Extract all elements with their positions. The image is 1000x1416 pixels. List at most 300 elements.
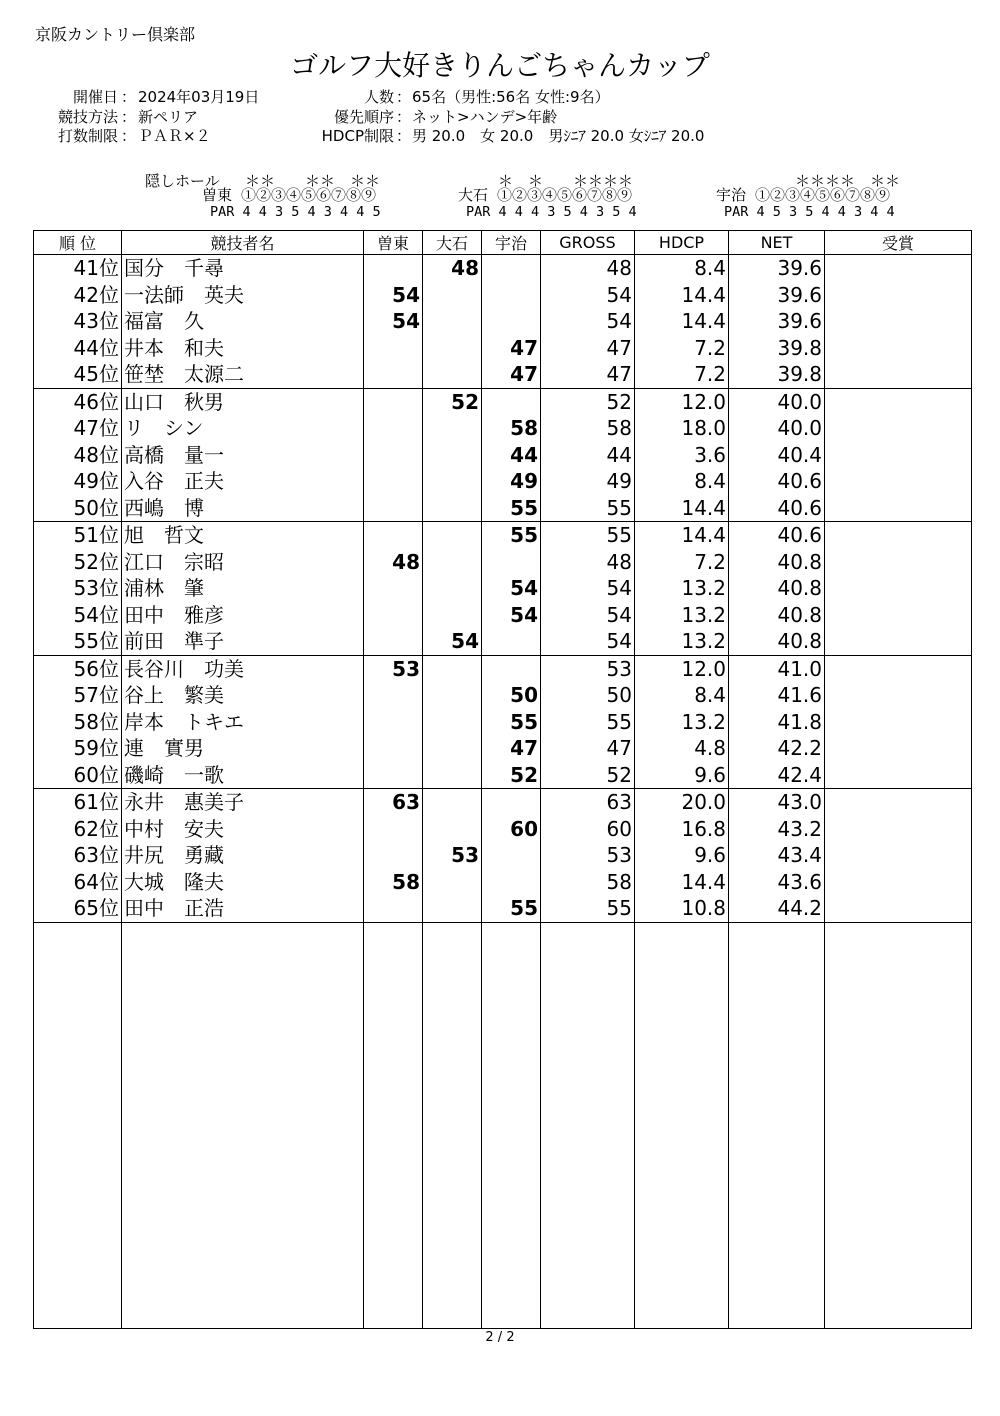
table-row xyxy=(34,842,972,869)
uji-score-cell: 49 xyxy=(482,468,541,495)
oishi-score-cell xyxy=(423,522,482,549)
rank-cell: 62位 xyxy=(34,816,122,843)
rank-cell: 53位 xyxy=(34,575,122,602)
course-uji-holes xyxy=(716,187,895,204)
empty-cell xyxy=(729,922,825,1329)
results-body xyxy=(34,255,972,1329)
oishi-score-cell xyxy=(423,282,482,309)
uji-score-cell: 58 xyxy=(482,415,541,442)
uji-score-cell xyxy=(482,789,541,816)
table-row xyxy=(34,415,972,442)
uji-score-cell xyxy=(482,282,541,309)
empty-row-area xyxy=(34,922,972,1329)
table-row xyxy=(34,549,972,576)
oishi-score-cell xyxy=(423,335,482,362)
sotsuka-score-cell xyxy=(364,388,423,415)
sotsuka-score-cell xyxy=(364,628,423,655)
rank-cell: 64位 xyxy=(34,869,122,896)
empty-cell xyxy=(122,922,364,1329)
priority-value: ネット>ハンデ>年齢 xyxy=(412,108,558,126)
empty-cell xyxy=(825,922,972,1329)
prize-cell xyxy=(825,816,972,843)
prize-cell xyxy=(825,308,972,335)
table-row xyxy=(34,682,972,709)
gross-cell: 54 xyxy=(541,282,635,309)
method-value: 新ペリア xyxy=(138,108,199,126)
net-cell: 42.4 xyxy=(729,762,825,789)
rank-cell: 47位 xyxy=(34,415,122,442)
table-row xyxy=(34,282,972,309)
player-name-cell: 浦林 肇 xyxy=(122,575,364,602)
sotsuka-score-cell xyxy=(364,361,423,388)
gross-cell: 48 xyxy=(541,255,635,282)
rank-cell: 43位 xyxy=(34,308,122,335)
sotsuka-score-cell xyxy=(364,762,423,789)
net-cell: 41.8 xyxy=(729,709,825,736)
sotsuka-score-cell xyxy=(364,602,423,629)
table-row xyxy=(34,895,972,922)
sotsuka-score-cell: 63 xyxy=(364,789,423,816)
table-row xyxy=(34,335,972,362)
sotsuka-score-cell: 54 xyxy=(364,282,423,309)
gross-cell: 60 xyxy=(541,816,635,843)
player-name-cell: 入谷 正夫 xyxy=(122,468,364,495)
people-value: 65名（男性:56名 女性:9名） xyxy=(412,88,610,106)
page-title: ゴルフ大好きりんごちゃんカップ xyxy=(290,49,710,82)
sotsuka-score-cell xyxy=(364,709,423,736)
page-number: 2 / 2 xyxy=(485,1330,515,1345)
table-row xyxy=(34,735,972,762)
prize-cell xyxy=(825,549,972,576)
net-cell: 40.0 xyxy=(729,415,825,442)
table-header-row xyxy=(34,231,972,255)
oishi-score-cell xyxy=(423,575,482,602)
net-cell: 40.6 xyxy=(729,468,825,495)
uji-score-cell: 55 xyxy=(482,709,541,736)
oishi-score-cell: 48 xyxy=(423,255,482,282)
rank-cell: 49位 xyxy=(34,468,122,495)
net-cell: 40.6 xyxy=(729,522,825,549)
gross-cell: 53 xyxy=(541,655,635,682)
prize-cell xyxy=(825,522,972,549)
net-cell: 43.2 xyxy=(729,816,825,843)
player-name-cell: 山口 秋男 xyxy=(122,388,364,415)
sotsuka-score-cell xyxy=(364,495,423,522)
oishi-score-cell xyxy=(423,709,482,736)
hdcp-cell: 8.4 xyxy=(635,255,729,282)
course-uji-name: 宇治 xyxy=(716,186,747,204)
uji-score-cell xyxy=(482,842,541,869)
table-row xyxy=(34,655,972,682)
header-gross: GROSS xyxy=(541,231,635,255)
empty-cell xyxy=(34,922,122,1329)
prize-cell xyxy=(825,869,972,896)
uji-score-cell: 50 xyxy=(482,682,541,709)
gross-cell: 55 xyxy=(541,522,635,549)
hdcp-cell: 18.0 xyxy=(635,415,729,442)
oishi-score-cell xyxy=(423,869,482,896)
hdcp-cell: 13.2 xyxy=(635,602,729,629)
table-row xyxy=(34,361,972,388)
hdcp-cell: 14.4 xyxy=(635,869,729,896)
table-row xyxy=(34,495,972,522)
oishi-score-cell xyxy=(423,361,482,388)
header-rank: 順 位 xyxy=(34,231,122,255)
gross-cell: 54 xyxy=(541,575,635,602)
uji-score-cell: 55 xyxy=(482,522,541,549)
player-name-cell: 谷上 繁美 xyxy=(122,682,364,709)
header-net: NET xyxy=(729,231,825,255)
oishi-score-cell xyxy=(423,735,482,762)
gross-cell: 54 xyxy=(541,308,635,335)
hdcp-cell: 14.4 xyxy=(635,308,729,335)
rank-cell: 52位 xyxy=(34,549,122,576)
course-sotsuka xyxy=(202,187,381,221)
net-cell: 40.8 xyxy=(729,549,825,576)
hdcp-cell: 13.2 xyxy=(635,575,729,602)
gross-cell: 53 xyxy=(541,842,635,869)
rank-cell: 56位 xyxy=(34,655,122,682)
prize-cell xyxy=(825,361,972,388)
uji-score-cell: 60 xyxy=(482,816,541,843)
table-row xyxy=(34,709,972,736)
table-row xyxy=(34,442,972,469)
table-row xyxy=(34,255,972,282)
gross-cell: 44 xyxy=(541,442,635,469)
gross-cell: 47 xyxy=(541,735,635,762)
uji-score-cell xyxy=(482,655,541,682)
sotsuka-score-cell: 53 xyxy=(364,655,423,682)
course-oishi-name: 大石 xyxy=(458,186,489,204)
empty-cell xyxy=(482,922,541,1329)
net-cell: 43.0 xyxy=(729,789,825,816)
oishi-score-cell xyxy=(423,762,482,789)
net-cell: 43.4 xyxy=(729,842,825,869)
table-row xyxy=(34,816,972,843)
prize-cell xyxy=(825,602,972,629)
uji-score-cell: 54 xyxy=(482,575,541,602)
uji-score-cell xyxy=(482,255,541,282)
hdcp-cell: 8.4 xyxy=(635,682,729,709)
table-row xyxy=(34,789,972,816)
uji-score-cell xyxy=(482,549,541,576)
gross-cell: 58 xyxy=(541,415,635,442)
gross-cell: 58 xyxy=(541,869,635,896)
method-label: 競技方法 xyxy=(57,108,118,126)
sotsuka-score-cell xyxy=(364,816,423,843)
prize-cell xyxy=(825,335,972,362)
uji-score-cell: 47 xyxy=(482,735,541,762)
oishi-score-cell xyxy=(423,442,482,469)
prize-cell xyxy=(825,682,972,709)
course-sotsuka-name: 曽東 xyxy=(202,186,233,204)
oishi-score-cell xyxy=(423,308,482,335)
player-name-cell: 江口 宗昭 xyxy=(122,549,364,576)
gross-cell: 54 xyxy=(541,628,635,655)
player-name-cell: 永井 惠美子 xyxy=(122,789,364,816)
course-uji-hole-numbers: ①②③④⑤⑥⑦⑧⑨ xyxy=(755,186,891,204)
net-cell: 43.6 xyxy=(729,869,825,896)
prize-cell xyxy=(825,735,972,762)
player-name-cell: 中村 安夫 xyxy=(122,816,364,843)
player-name-cell: 井尻 勇藏 xyxy=(122,842,364,869)
net-cell: 44.2 xyxy=(729,895,825,922)
rank-cell: 41位 xyxy=(34,255,122,282)
rank-cell: 46位 xyxy=(34,388,122,415)
uji-score-cell: 44 xyxy=(482,442,541,469)
table-row xyxy=(34,602,972,629)
gross-cell: 49 xyxy=(541,468,635,495)
hidden-holes-label: 隠しホール xyxy=(145,172,220,190)
player-name-cell: 岸本 トキエ xyxy=(122,709,364,736)
table-row xyxy=(34,522,972,549)
table-row xyxy=(34,388,972,415)
table-row xyxy=(34,869,972,896)
prize-cell xyxy=(825,575,972,602)
hdcp-cell: 7.2 xyxy=(635,335,729,362)
sotsuka-score-cell xyxy=(364,895,423,922)
player-name-cell: 西嶋 博 xyxy=(122,495,364,522)
rank-cell: 55位 xyxy=(34,628,122,655)
header-hdcp: HDCP xyxy=(635,231,729,255)
net-cell: 39.6 xyxy=(729,255,825,282)
rank-cell: 50位 xyxy=(34,495,122,522)
player-name-cell: 福富 久 xyxy=(122,308,364,335)
rank-cell: 58位 xyxy=(34,709,122,736)
oishi-score-cell: 53 xyxy=(423,842,482,869)
course-oishi-par: PAR 4 4 4 3 5 4 3 5 4 xyxy=(466,204,637,220)
gross-cell: 54 xyxy=(541,602,635,629)
gross-cell: 52 xyxy=(541,762,635,789)
sotsuka-score-cell xyxy=(364,522,423,549)
player-name-cell: リ シン xyxy=(122,415,364,442)
hdcp-cell: 20.0 xyxy=(635,789,729,816)
date-value: 2024年03月19日 xyxy=(138,88,260,106)
hidden-marks-oishi: ＊ ＊ ＊＊＊＊ xyxy=(498,172,634,190)
sotsuka-score-cell xyxy=(364,255,423,282)
sotsuka-score-cell xyxy=(364,682,423,709)
rank-cell: 59位 xyxy=(34,735,122,762)
net-cell: 41.6 xyxy=(729,682,825,709)
prize-cell xyxy=(825,789,972,816)
header-oishi: 大石 xyxy=(423,231,482,255)
uji-score-cell: 47 xyxy=(482,335,541,362)
prize-cell xyxy=(825,415,972,442)
hdcp-limit-label: HDCP制限 xyxy=(321,127,394,145)
hidden-marks-sotsuka: ＊＊ ＊＊ ＊＊ xyxy=(245,172,381,190)
gross-cell: 63 xyxy=(541,789,635,816)
prize-cell xyxy=(825,709,972,736)
sotsuka-score-cell xyxy=(364,415,423,442)
player-name-cell: 井本 和夫 xyxy=(122,335,364,362)
rank-cell: 57位 xyxy=(34,682,122,709)
empty-cell xyxy=(541,922,635,1329)
sotsuka-score-cell xyxy=(364,575,423,602)
oishi-score-cell: 52 xyxy=(423,388,482,415)
course-sotsuka-holes xyxy=(202,187,381,204)
course-sotsuka-par: PAR 4 4 3 5 4 3 4 4 5 xyxy=(210,204,381,220)
oishi-score-cell xyxy=(423,495,482,522)
gross-cell: 47 xyxy=(541,361,635,388)
player-name-cell: 田中 雅彦 xyxy=(122,602,364,629)
oishi-score-cell xyxy=(423,895,482,922)
sotsuka-score-cell xyxy=(364,442,423,469)
priority-sep: ： xyxy=(396,108,412,126)
uji-score-cell: 54 xyxy=(482,602,541,629)
uji-score-cell xyxy=(482,308,541,335)
hdcp-cell: 8.4 xyxy=(635,468,729,495)
header-sotsuka: 曽東 xyxy=(364,231,423,255)
hdcp-cell: 10.8 xyxy=(635,895,729,922)
course-oishi-holes xyxy=(458,187,637,204)
sotsuka-score-cell: 48 xyxy=(364,549,423,576)
uji-score-cell xyxy=(482,628,541,655)
table-row xyxy=(34,308,972,335)
gross-cell: 48 xyxy=(541,549,635,576)
gross-cell: 52 xyxy=(541,388,635,415)
uji-score-cell xyxy=(482,869,541,896)
hdcp-limit-value: 男 20.0 女 20.0 男ｼﾆｱ 20.0 女ｼﾆｱ 20.0 xyxy=(412,127,705,145)
hdcp-cell: 16.8 xyxy=(635,816,729,843)
header-name: 競技者名 xyxy=(122,231,364,255)
player-name-cell: 旭 哲文 xyxy=(122,522,364,549)
net-cell: 39.6 xyxy=(729,308,825,335)
club-name: 京阪カントリー倶楽部 xyxy=(35,25,196,44)
player-name-cell: 連 實男 xyxy=(122,735,364,762)
limit-value: ＰＡＲ×２ xyxy=(138,127,211,145)
player-name-cell: 国分 千尋 xyxy=(122,255,364,282)
net-cell: 40.8 xyxy=(729,602,825,629)
rank-cell: 48位 xyxy=(34,442,122,469)
rank-cell: 54位 xyxy=(34,602,122,629)
sotsuka-score-cell: 58 xyxy=(364,869,423,896)
player-name-cell: 高橋 量一 xyxy=(122,442,364,469)
rank-cell: 60位 xyxy=(34,762,122,789)
people-sep: ： xyxy=(396,88,412,106)
results-table xyxy=(33,230,972,1329)
hdcp-cell: 7.2 xyxy=(635,549,729,576)
header-prize: 受賞 xyxy=(825,231,972,255)
rank-cell: 61位 xyxy=(34,789,122,816)
player-name-cell: 笹埜 太源二 xyxy=(122,361,364,388)
oishi-score-cell xyxy=(423,655,482,682)
course-oishi xyxy=(458,187,637,221)
hdcp-limit-sep: ： xyxy=(396,127,412,145)
oishi-score-cell: 54 xyxy=(423,628,482,655)
date-sep: ： xyxy=(121,88,137,106)
gross-cell: 55 xyxy=(541,709,635,736)
hdcp-cell: 7.2 xyxy=(635,361,729,388)
rank-cell: 51位 xyxy=(34,522,122,549)
empty-cell xyxy=(423,922,482,1329)
table-row xyxy=(34,575,972,602)
sotsuka-score-cell xyxy=(364,735,423,762)
table-row xyxy=(34,628,972,655)
uji-score-cell xyxy=(482,388,541,415)
oishi-score-cell xyxy=(423,415,482,442)
hdcp-cell: 12.0 xyxy=(635,388,729,415)
net-cell: 40.0 xyxy=(729,388,825,415)
player-name-cell: 一法師 英夫 xyxy=(122,282,364,309)
uji-score-cell: 52 xyxy=(482,762,541,789)
priority-label: 優先順序 xyxy=(333,108,394,126)
player-name-cell: 前田 準子 xyxy=(122,628,364,655)
gross-cell: 55 xyxy=(541,895,635,922)
rank-cell: 44位 xyxy=(34,335,122,362)
prize-cell xyxy=(825,762,972,789)
uji-score-cell: 55 xyxy=(482,495,541,522)
uji-score-cell: 55 xyxy=(482,895,541,922)
gross-cell: 50 xyxy=(541,682,635,709)
course-uji-par: PAR 4 5 3 5 4 4 3 4 4 xyxy=(724,204,895,220)
oishi-score-cell xyxy=(423,682,482,709)
player-name-cell: 田中 正浩 xyxy=(122,895,364,922)
oishi-score-cell xyxy=(423,789,482,816)
sotsuka-score-cell xyxy=(364,468,423,495)
rank-cell: 65位 xyxy=(34,895,122,922)
hidden-marks-uji: ＊＊＊＊ ＊＊ xyxy=(795,172,901,190)
hdcp-cell: 12.0 xyxy=(635,655,729,682)
prize-cell xyxy=(825,655,972,682)
table-row xyxy=(34,468,972,495)
net-cell: 40.8 xyxy=(729,575,825,602)
oishi-score-cell xyxy=(423,816,482,843)
hdcp-cell: 9.6 xyxy=(635,842,729,869)
header-uji: 宇治 xyxy=(482,231,541,255)
empty-cell xyxy=(635,922,729,1329)
gross-cell: 47 xyxy=(541,335,635,362)
prize-cell xyxy=(825,468,972,495)
oishi-score-cell xyxy=(423,549,482,576)
player-name-cell: 磯崎 一歌 xyxy=(122,762,364,789)
net-cell: 42.2 xyxy=(729,735,825,762)
prize-cell xyxy=(825,442,972,469)
player-name-cell: 大城 隆夫 xyxy=(122,869,364,896)
net-cell: 39.8 xyxy=(729,361,825,388)
prize-cell xyxy=(825,388,972,415)
rank-cell: 63位 xyxy=(34,842,122,869)
method-sep: ： xyxy=(121,108,137,126)
oishi-score-cell xyxy=(423,468,482,495)
rank-cell: 42位 xyxy=(34,282,122,309)
prize-cell xyxy=(825,842,972,869)
oishi-score-cell xyxy=(423,602,482,629)
course-uji xyxy=(716,187,895,221)
table-row xyxy=(34,762,972,789)
hdcp-cell: 14.4 xyxy=(635,495,729,522)
net-cell: 40.4 xyxy=(729,442,825,469)
hdcp-cell: 14.4 xyxy=(635,282,729,309)
people-label: 人数 xyxy=(363,88,394,106)
prize-cell xyxy=(825,495,972,522)
empty-cell xyxy=(364,922,423,1329)
net-cell: 39.6 xyxy=(729,282,825,309)
hdcp-cell: 13.2 xyxy=(635,709,729,736)
rank-cell: 45位 xyxy=(34,361,122,388)
date-label: 開催日 xyxy=(72,88,118,106)
prize-cell xyxy=(825,282,972,309)
hdcp-cell: 3.6 xyxy=(635,442,729,469)
player-name-cell: 長谷川 功美 xyxy=(122,655,364,682)
hdcp-cell: 4.8 xyxy=(635,735,729,762)
course-oishi-hole-numbers: ①②③④⑤⑥⑦⑧⑨ xyxy=(497,186,633,204)
prize-cell xyxy=(825,628,972,655)
sotsuka-score-cell: 54 xyxy=(364,308,423,335)
course-sotsuka-hole-numbers: ①②③④⑤⑥⑦⑧⑨ xyxy=(241,186,377,204)
net-cell: 40.6 xyxy=(729,495,825,522)
limit-label: 打数制限 xyxy=(57,127,118,145)
limit-sep: ： xyxy=(121,127,137,145)
